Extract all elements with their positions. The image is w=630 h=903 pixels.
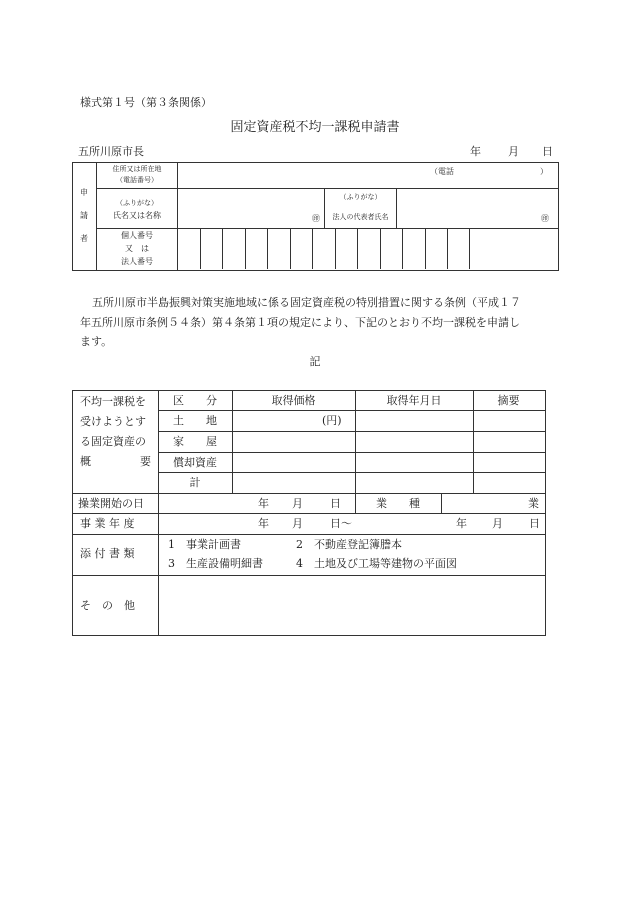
attachment-4: 4 土地及び工場等建物の平面図 — [296, 557, 457, 570]
attachment-2: 2 不動産登記簿謄本 — [296, 538, 402, 551]
industry-label: 業 種 — [376, 497, 420, 510]
fiscal-start-month: 月 — [292, 517, 303, 530]
number-label-1: 個人番号 — [121, 231, 153, 240]
ki-label: 記 — [309, 355, 321, 368]
statement-line-2: 年五所川原市条例５４条）第４条第１項の規定により、下記のとおり不均一課税を申請し — [80, 316, 520, 329]
start-year: 年 — [258, 497, 269, 510]
header-date: 取得年月日 — [386, 394, 442, 407]
asset-overview-label-1: 不均一課税を — [80, 395, 146, 408]
number-label-2: 又 は — [125, 244, 149, 253]
row-depreciable: 償却資産 — [173, 456, 217, 469]
row-land: 土 地 — [173, 414, 217, 427]
number-label-3: 法人番号 — [121, 257, 153, 266]
yen-unit: (円) — [322, 414, 342, 427]
applicant-side-1: 申 — [80, 188, 88, 197]
fiscal-year-label: 事 業 年 度 — [80, 517, 135, 530]
asset-overview-label-2: 受けようとす — [80, 415, 146, 428]
fiscal-end-day: 日 — [529, 517, 540, 530]
furigana-label-2: （ふりがな） — [339, 193, 382, 201]
asset-overview-label-3: る固定資産の — [80, 435, 146, 448]
phone-close: ） — [540, 167, 548, 176]
other-label: そ の 他 — [80, 599, 135, 612]
phone-label: （電話番号） — [116, 176, 158, 184]
asset-overview-label-4a: 概 — [80, 455, 91, 468]
attachments-label: 添 付 書 類 — [80, 547, 135, 560]
fiscal-end-month: 月 — [492, 517, 503, 530]
header-kubun: 区 分 — [173, 394, 217, 407]
row-building: 家 屋 — [173, 435, 217, 448]
fiscal-start-year: 年 — [258, 517, 269, 530]
applicant-side-3: 者 — [80, 234, 88, 243]
start-label: 操業開始の日 — [78, 497, 144, 510]
industry-suffix: 業 — [528, 497, 539, 510]
furigana-label: （ふりがな） — [116, 199, 158, 207]
applicant-side-2: 請 — [80, 211, 88, 220]
attachment-3: 3 生産設備明細書 — [168, 557, 263, 570]
fiscal-start-day: 日～ — [330, 517, 352, 530]
header-price: 取得価格 — [271, 394, 316, 407]
start-day: 日 — [330, 497, 341, 510]
form-number-label: 様式第１号（第３条関係） — [80, 96, 212, 109]
name-label: 氏名又は名称 — [113, 211, 161, 220]
fiscal-end-year: 年 — [456, 517, 467, 530]
seal-mark-2: ㊞ — [541, 214, 549, 223]
addressee: 五所川原市長 — [78, 145, 144, 158]
statement-line-1: 五所川原市半島振興対策実施地域に係る固定資産税の特別措置に関する条例（平成１７ — [92, 296, 521, 309]
attachment-1: 1 事業計画書 — [168, 538, 241, 551]
date-year: 年 — [470, 145, 481, 158]
address-label: 住所又は所在地 — [112, 165, 162, 173]
representative-label: 法人の代表者氏名 — [332, 213, 389, 221]
row-total: 計 — [189, 476, 201, 489]
start-month: 月 — [292, 497, 303, 510]
phone-open: （電話 — [430, 167, 454, 176]
document-title: 固定資産税不均一課税申請書 — [230, 120, 400, 135]
date-month: 月 — [508, 145, 519, 158]
date-day: 日 — [542, 145, 553, 158]
statement-line-3: ます。 — [80, 335, 113, 348]
seal-mark: ㊞ — [312, 214, 320, 223]
header-note: 摘要 — [497, 394, 520, 407]
asset-overview-label-4b: 要 — [140, 455, 151, 468]
